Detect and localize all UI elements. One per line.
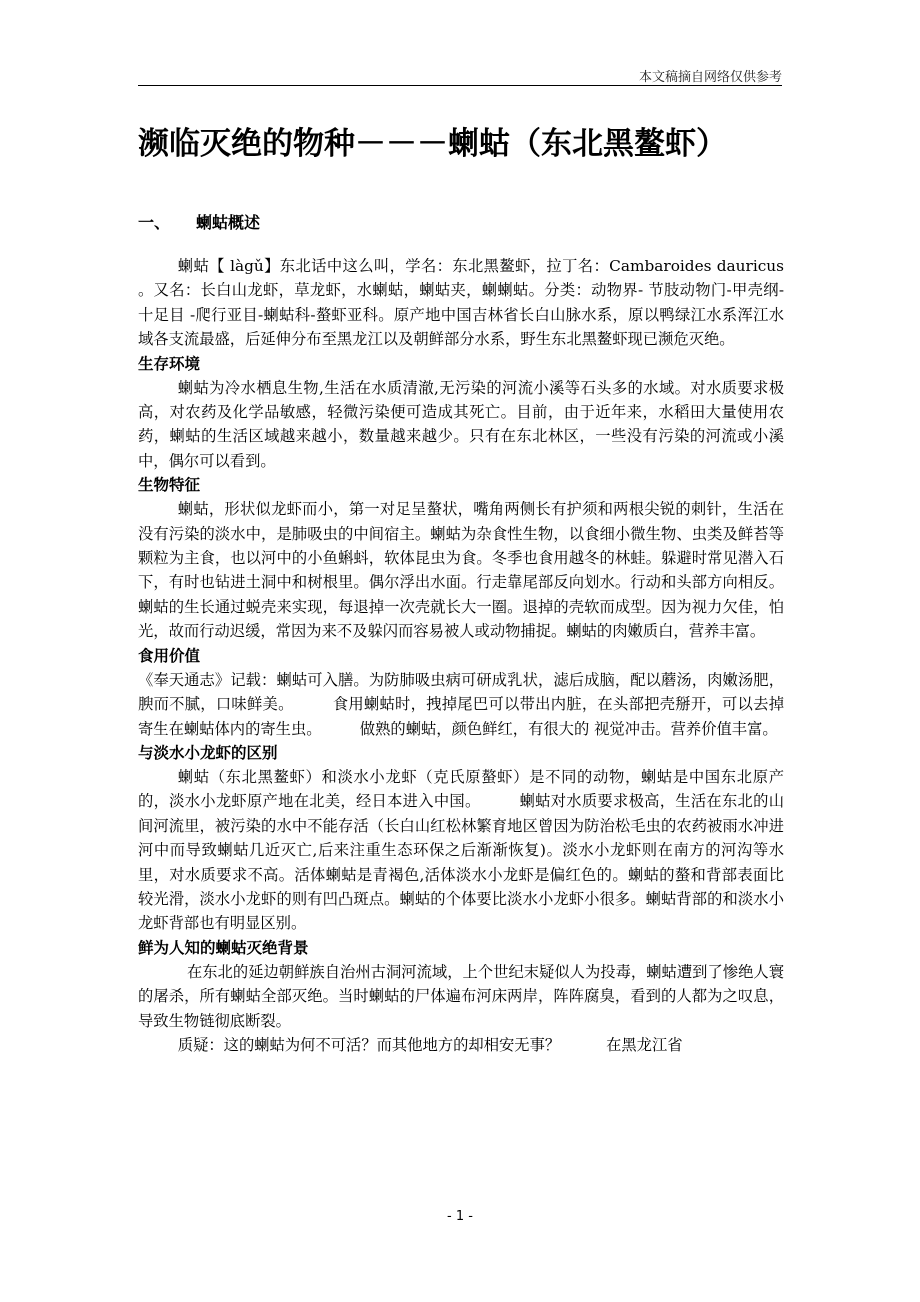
paragraph-question: 质疑：这的蝲蛄为何不可活？而其他地方的却相安无事？ 在黑龙江省 bbox=[177, 1035, 683, 1054]
paragraph-habitat: 蝲蛄为冷水栖息生物,生活在水质清澈,无污染的河流小溪等石头多的水域。对水质要求极高，对农药及化学品敏感，轻微污染便可造成其死亡。目前，由于近年来，水稻田大量使用农药，蝲蛄的生活区域越来越小，数量越来越少。只有在东北林区，一些没有污染的河流或小溪中，偶尔可以看到。 bbox=[138, 378, 784, 470]
document-body bbox=[138, 254, 784, 1057]
page-number: - 1 - bbox=[447, 1209, 473, 1224]
paragraph-features: 蝲蛄，形状似龙虾而小，第一对足呈螯状，嘴角两侧长有护须和两根尖锐的刺针，生活在没有污染的淡水中，是肺吸虫的中间宿主。蝲蛄为杂食性生物，以食细小微生物、虫类及鲜苔等颗粒为主食，也以河中的小鱼蝌蚪，软体昆虫为食。冬季也食用越冬的林蛙。躲避时常见潜入石下，有时也钻进土洞中和树根里。偶尔浮出水面。行走靠尾部反向划水。行动和头部方向相反。蝲蛄的生长通过蜕壳来实现，每退掉一次壳就长大一圈。退掉的壳软而成型。因为视力欠佳，怕光，故而行动迟缓，常因为来不及躲闪而容易被人或动物捕捉。蝲蛄的肉嫩质白，营养丰富。 bbox=[138, 500, 784, 641]
section-title: 蝲蛄概述 bbox=[196, 213, 261, 232]
heading-habitat: 生存环境 bbox=[138, 354, 201, 373]
heading-difference: 与淡水小龙虾的区别 bbox=[138, 743, 278, 762]
paragraph-overview: 蝲蛄【 làgǔ】东北话中这么叫，学名：东北黑鳌虾，拉丁名：Cambaroides dauricus 。又名：长白山龙虾，草龙虾，水蝲蛄，蝲蛄夹，蝲蝲蛄。分类：动物界- 节肢动物门-甲壳纲-十足目 -爬行亚目-蝲蛄科-螯虾亚科。原产地中国吉林省长白山脉水系，原以鸭绿江水系浑江水域各支流最盛，后延伸分布至黑龙江以及朝鲜部分水系，野生东北黑鳌虾现已濒危灭绝。 bbox=[138, 257, 784, 349]
paragraph-difference: 蝲蛄（东北黑鳌虾）和淡水小龙虾（克氏原螯虾）是不同的动物，蝲蛄是中国东北原产的，淡水小龙虾原产地在北美，经日本进入中国。 蝲蛄对水质要求极高，生活在东北的山间河流里，被污染的水中不能存活（长白山红松林繁育地区曾因为防治松毛虫的农药被雨水冲进河中而导致蝲蛄几近灭亡,后来注重生态环保之后渐渐恢复)。淡水小龙虾则在南方的河沟等水里，对水质要求不高。活体蝲蛄是青褐色,活体淡水小龙虾是偏红色的。蝲蛄的螯和背部表面比较光滑，淡水小龙虾的则有凹凸斑点。蝲蛄的个体要比淡水小龙虾小很多。蝲蛄背部的和淡水小龙虾背部也有明显区别。 bbox=[138, 767, 784, 933]
header-note: 本文稿摘自网络仅供参考 bbox=[638, 70, 782, 85]
heading-food-value: 食用价值 bbox=[138, 646, 201, 665]
paragraph-food-value: 《奉天通志》记载：蝲蛄可入膳。为防肺吸虫病可研成乳状，滤后成脑，配以蘑汤，肉嫩汤肥，腴而不腻，口味鲜美。 食用蝲蛄时，拽掉尾巴可以带出内脏，在头部把壳掰开，可以去掉寄生在蝲蛄体内的寄生虫。 做熟的蝲蛄，颜色鲜红，有很大的 视觉冲击。营养价值丰富。 bbox=[138, 670, 784, 738]
section-number: 一、 bbox=[138, 213, 171, 232]
heading-extinction: 鲜为人知的蝲蛄灭绝背景 bbox=[138, 938, 309, 957]
paragraph-extinction: 在东北的延边朝鲜族自治州古洞河流域，上个世纪末疑似人为投毒，蝲蛄遭到了惨绝人寰的屠杀，所有蝲蛄全部灭绝。当时蝲蛄的尸体遍布河床两岸，阵阵腐臭，看到的人都为之叹息，导致生物链彻底断裂。 bbox=[138, 962, 784, 1030]
section-heading-overview bbox=[138, 210, 260, 233]
header-divider bbox=[138, 85, 782, 86]
heading-features: 生物特征 bbox=[138, 476, 201, 495]
document-title: 濒临灭绝的物种－－－蝲蛄（东北黑鳌虾） bbox=[138, 126, 727, 162]
